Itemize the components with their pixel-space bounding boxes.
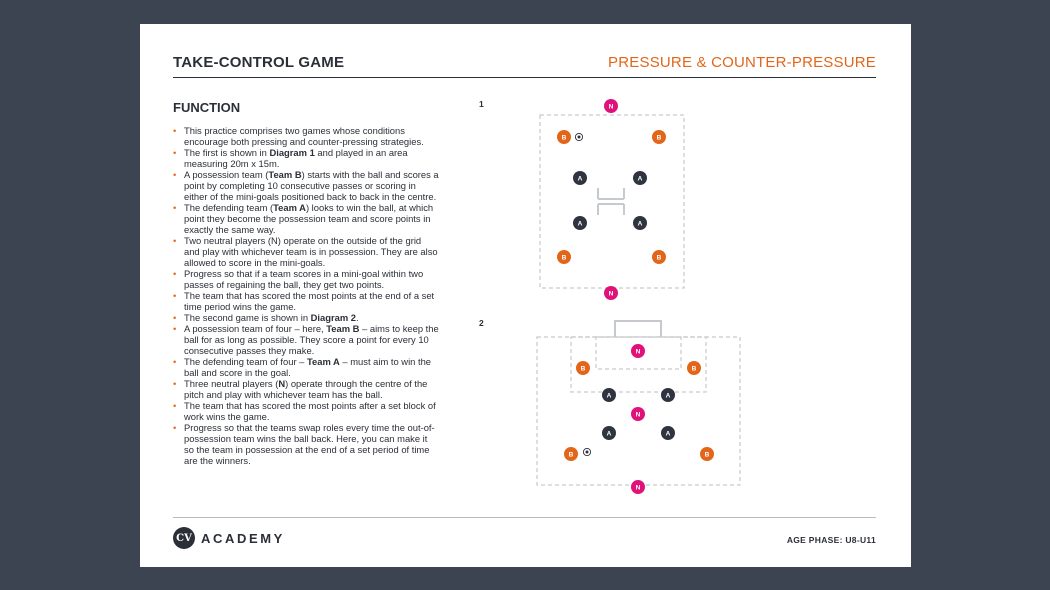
player-label: B: [656, 134, 662, 142]
bullet-text: Team A: [273, 202, 306, 213]
player-a-4: [573, 171, 587, 185]
page-subtitle: PRESSURE & COUNTER-PRESSURE: [608, 54, 876, 71]
diagram-2-number: 2: [479, 318, 484, 328]
bullet-text: Progress so that the teams swap roles every time the out-of-possession team wins the ball back. Here, you can make it so the team in possession at the end of a set period of time are the winners.: [184, 422, 435, 466]
page-title: TAKE-CONTROL GAME: [173, 54, 345, 71]
player-a-6: [573, 216, 587, 230]
diagram-2-goal: [615, 321, 661, 337]
bullet-dot: •: [173, 125, 177, 136]
bullet-text: N: [278, 378, 286, 389]
bullet-text: and played in an area measuring 20m x 15m.: [184, 147, 408, 169]
bullet-text: The first is shown in: [184, 147, 270, 158]
bullet-text: Team B: [326, 323, 360, 334]
bullet-text: Team A: [307, 356, 340, 367]
bullet-dot: •: [173, 323, 177, 334]
player-b-10: [700, 447, 714, 461]
player-label: N: [608, 103, 614, 111]
player-label: B: [580, 365, 586, 373]
player-label: B: [691, 365, 697, 373]
player-a-7: [602, 426, 616, 440]
player-label: B: [656, 254, 662, 262]
bullet-dot: •: [173, 422, 177, 433]
bullet-text: Three neutral players (: [184, 378, 279, 389]
bullet-text: ) starts with the ball and scores a point by completing 10 consecutive passes or scoring in either of the mini-goals positioned back to back in the centre.: [184, 169, 439, 202]
bullet-dot: •: [173, 356, 177, 367]
player-label: A: [637, 175, 643, 183]
player-b-8: [557, 250, 571, 264]
player-label: A: [637, 220, 643, 228]
player-neutral-6: [631, 407, 645, 421]
diagram-1-mini-goal-top: [598, 188, 624, 199]
player-label: B: [561, 134, 567, 142]
diagram-2: [537, 321, 740, 494]
bullet-dot: •: [173, 378, 177, 389]
ball-icon: [583, 448, 590, 455]
player-b-2: [576, 361, 590, 375]
diagram-1: [540, 99, 684, 300]
bullet-text: – aims to keep the ball for as long as possible. They score a point for every 10 consecutive passes they make.: [184, 323, 439, 356]
player-a-8: [661, 426, 675, 440]
document-page: [140, 24, 911, 567]
bullet-text: .: [355, 312, 359, 323]
bullet-text: Progress so that if a team scores in a mini-goal within two passes of regaining the ball, they get two points.: [184, 268, 424, 290]
bullet-dot: •: [173, 312, 177, 323]
player-label: N: [635, 484, 641, 492]
player-label: B: [561, 254, 567, 262]
player-b-2: [557, 130, 571, 144]
player-label: A: [665, 430, 671, 438]
player-a-5: [633, 171, 647, 185]
bullet-dot: •: [173, 169, 177, 180]
player-neutral-1: [604, 99, 618, 113]
bullet-dot: •: [173, 147, 177, 158]
diagram-1-number: 1: [479, 99, 484, 109]
player-a-4: [602, 388, 616, 402]
bullet-text: This practice comprises two games whose conditions encourage both pressing and counter-pressing strategies.: [184, 125, 424, 147]
bullet-text: Diagram 1: [269, 147, 315, 158]
bullet-text: – must aim to win the ball and score in the goal.: [184, 356, 432, 378]
bullet-dot: •: [173, 268, 177, 279]
player-label: A: [577, 220, 583, 228]
academy-logo: [173, 527, 285, 549]
player-label: N: [635, 411, 641, 419]
player-label: N: [608, 290, 614, 298]
player-b-3: [652, 130, 666, 144]
bullet-text: The second game is shown in: [184, 312, 311, 323]
player-label: B: [704, 451, 710, 459]
player-b-9: [652, 250, 666, 264]
age-phase-label: AGE PHASE: U8-U11: [786, 535, 876, 545]
player-label: A: [606, 430, 612, 438]
diagram-1-mini-goal-bottom: [598, 204, 624, 215]
footer-divider: [173, 517, 876, 518]
player-label: A: [606, 392, 612, 400]
bullet-text: Team B: [268, 169, 302, 180]
bullet-dot: •: [173, 290, 177, 301]
bullet-text: A possession team of four – here,: [184, 323, 327, 334]
player-neutral-1: [631, 344, 645, 358]
player-neutral-10: [604, 286, 618, 300]
player-label: A: [577, 175, 583, 183]
player-b-9: [564, 447, 578, 461]
bullet-text: Two neutral players (N) operate on the outside of the grid and play with whichever team is in possession. They are also allowed to score in the mini-goals.: [184, 235, 438, 268]
player-label: B: [568, 451, 574, 459]
player-neutral-11: [631, 480, 645, 494]
logo-mark: CV: [173, 527, 195, 549]
section-heading: FUNCTION: [173, 100, 241, 115]
bullet-text: ) operate through the centre of the pitch and play with whichever team has the ball.: [184, 378, 428, 400]
bullet-text: Diagram 2: [310, 312, 356, 323]
player-label: N: [635, 348, 641, 356]
logo-text: ACADEMY: [201, 530, 285, 546]
bullet-text: The team that has scored the most points at the end of a set time period wins the game.: [184, 290, 435, 312]
player-a-5: [661, 388, 675, 402]
player-label: A: [665, 392, 671, 400]
bullet-text: A possession team (: [184, 169, 269, 180]
bullet-dot: •: [173, 400, 177, 411]
tactical-diagrams: [140, 24, 911, 567]
bullet-text: The team that has scored the most points after a set block of work wins the game.: [184, 400, 436, 422]
bullet-text: ) looks to win the ball, at which point they become the possession team and score points in exactly the same way.: [184, 202, 434, 235]
bullet-dot: •: [173, 202, 177, 213]
player-b-3: [687, 361, 701, 375]
player-a-7: [633, 216, 647, 230]
bullet-dot: •: [173, 235, 177, 246]
bullet-text: The defending team (: [184, 202, 274, 213]
ball-icon: [575, 133, 582, 140]
bullet-text: The defending team of four –: [184, 356, 307, 367]
